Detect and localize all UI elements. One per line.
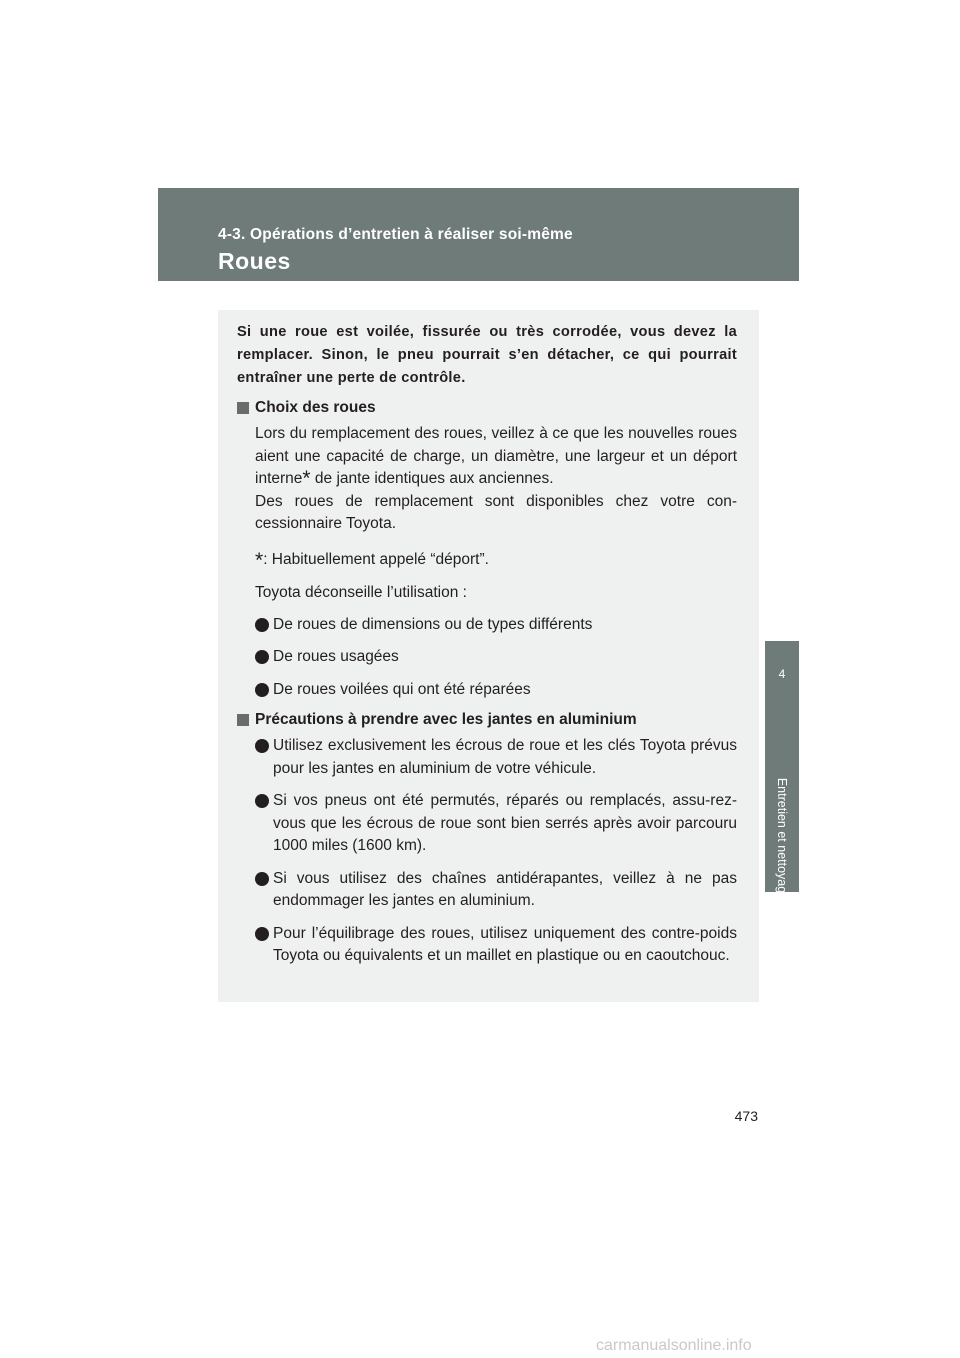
para-text: de jante identiques aux anciennes. [310, 470, 554, 487]
round-bullet-icon [255, 618, 269, 632]
list-item [255, 614, 737, 637]
list-item [255, 735, 737, 780]
page-number: 473 [734, 1108, 758, 1124]
footnote [237, 549, 737, 572]
lead-text: Toyota déconseille l’utilisation : [255, 583, 467, 601]
para-text: Lors du remplacement des roues, veillez à ce que les nouvelles roues aient une capacité de charge, un diamètre, une largeur et un déport interne [255, 425, 737, 487]
list-item-text: De roues de dimensions ou de types différents [273, 615, 593, 633]
round-bullet-icon [255, 739, 269, 753]
section-heading-text: Précautions à prendre avec les jantes en aluminium [255, 711, 637, 728]
body-paragraph: Des roues de remplacement sont disponibles chez votre con-cessionnaire Toyota. [255, 492, 737, 532]
asterisk-marker: * [302, 467, 311, 490]
chapter-label: Entretien et nettoyage [775, 777, 789, 901]
list-item [255, 646, 737, 669]
page-title: Roues [218, 248, 291, 274]
round-bullet-icon [255, 927, 269, 941]
list-item [255, 868, 737, 913]
section-heading-aluminium [237, 709, 737, 731]
content-box [218, 310, 759, 1002]
list-item [255, 679, 737, 702]
list-item-text: De roues voilées qui ont été réparées [273, 680, 531, 698]
list-item [255, 790, 737, 858]
round-bullet-icon [255, 794, 269, 808]
intro-paragraph: Si une roue est voilée, fissurée ou très corrodée, vous devez la remplacer. Sinon, le pneu pourrait s’en détacher, ce qui pourrait entraîner une perte de contrôle. [237, 324, 737, 386]
list-item-text: Si vos pneus ont été permutés, réparés ou remplacés, assu-rez-vous que les écrous de roue sont bien serrés après avoir parcouru 1000 miles (1600 km). [273, 792, 737, 854]
list-item-text: Pour l’équilibrage des roues, utilisez uniquement des contre-poids Toyota ou équivalents et un maillet en plastique ou en caoutchouc. [273, 924, 737, 964]
chapter-number: 4 [778, 667, 786, 681]
list-item-text: De roues usagées [273, 648, 399, 665]
footnote-text: : Habituellement appelé “déport”. [263, 550, 489, 568]
list-item-text: Utilisez exclusivement les écrous de roue et les clés Toyota prévus pour les jantes en aluminium de votre véhicule. [273, 737, 737, 777]
square-bullet-icon [237, 714, 249, 726]
asterisk-marker: * [255, 548, 264, 572]
section-heading-wheel-choice [237, 397, 737, 419]
section-heading-text: Choix des roues [255, 399, 376, 416]
round-bullet-icon [255, 683, 269, 697]
bullet-list [237, 614, 737, 702]
bullet-list [237, 735, 737, 968]
list-item-text: Si vous utilisez des chaînes antidérapantes, veillez à ne pas endommager les jantes en aluminium. [273, 869, 737, 909]
body-paragraph [237, 423, 737, 491]
watermark: carmanualsonline.info [596, 1337, 752, 1354]
list-item [255, 923, 737, 968]
square-bullet-icon [237, 402, 249, 414]
chapter-side-tab[interactable] [765, 641, 799, 901]
section-label: 4-3. Opérations d’entretien à réaliser soi-même [218, 226, 573, 243]
round-bullet-icon [255, 650, 269, 664]
round-bullet-icon [255, 872, 269, 886]
